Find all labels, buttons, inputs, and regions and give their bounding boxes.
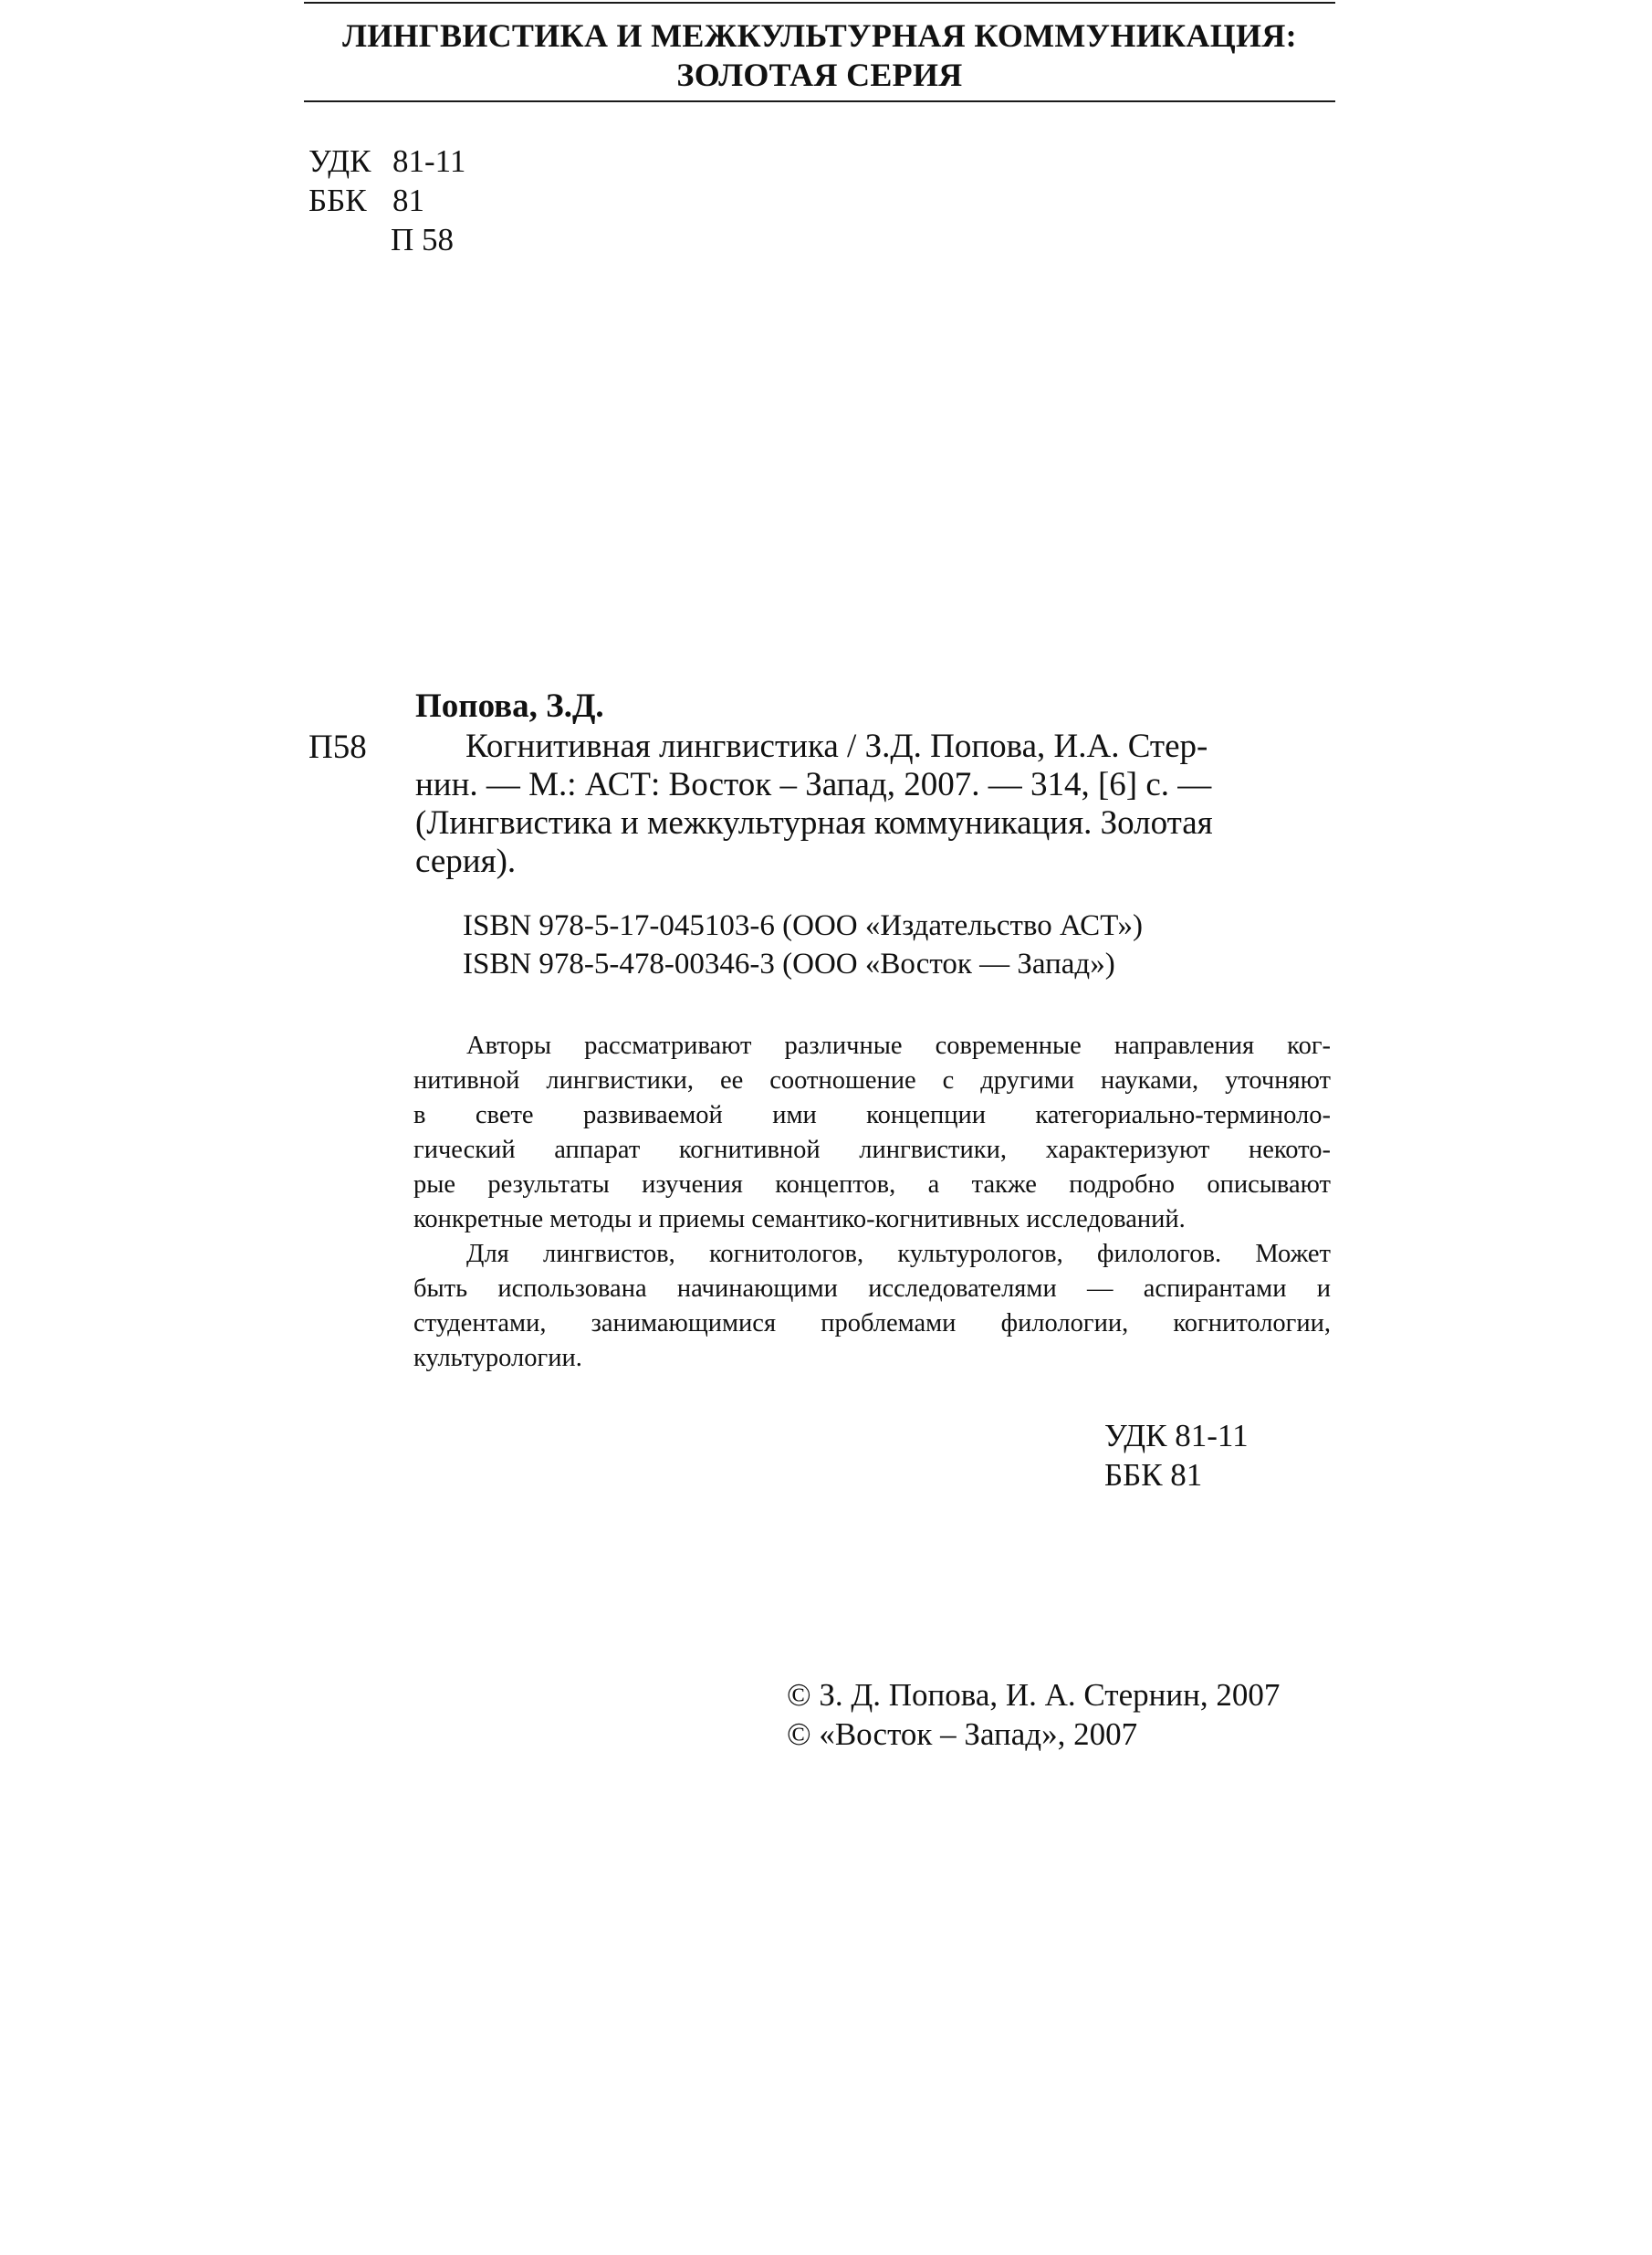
abstract-line: быть использована начинающими исследователями — аспирантами и [413,1274,1331,1303]
classification-bottom [1104,1416,1249,1495]
isbn-line: ISBN 978-5-17-045103-6 (ООО «Издательство АСТ») [463,909,1143,942]
record-author-sign: П58 [308,729,367,766]
abstract-line: Для лингвистов, когнитологов, культурологов, филологов. Может [466,1240,1331,1268]
bib-line: (Лингвистика и межкультурная коммуникация. Золотая [415,804,1213,842]
isbn-line: ISBN 978-5-478-00346-3 (ООО «Восток — Запад») [463,948,1115,981]
udk-bottom: УДК 81-11 [1104,1418,1249,1453]
series-title-line-2: ЗОЛОТАЯ СЕРИЯ [676,57,963,93]
abstract [413,1029,1331,1376]
abstract-line: культурологии. [413,1344,582,1372]
abstract-line: гический аппарат когнитивной лингвистики, характеризуют некото- [413,1136,1331,1164]
bib-line: серия). [415,843,517,880]
abstract-line: нитивной лингвистики, ее соотношение с другими науками, уточняют [413,1066,1331,1095]
header-top-rule [304,2,1335,4]
isbn-block [463,907,1143,983]
abstract-line: в свете развиваемой ими концепции категориально-терминоло- [413,1101,1331,1129]
bib-line: Когнитивная лингвистика / З.Д. Попова, И.А. Стер- [465,728,1208,765]
series-title [304,16,1335,95]
copyright-publisher: © «Восток – Запад», 2007 [787,1716,1138,1752]
abstract-line: рые результаты изучения концептов, а также подробно описывают [413,1170,1331,1199]
bbk-label: ББК [308,183,367,218]
abstract-line: конкретные методы и приемы семантико-когнитивных исследований. [413,1205,1186,1233]
bbk-value: 81 [392,183,424,218]
bbk-bottom: ББК 81 [1104,1457,1203,1493]
author-sign-top: П 58 [391,222,455,257]
series-title-line-1: ЛИНГВИСТИКА И МЕЖКУЛЬТУРНАЯ КОММУНИКАЦИЯ: [342,17,1297,54]
header-bottom-rule [304,100,1335,102]
udk-value: 81-11 [392,143,466,179]
copyright-authors: © З. Д. Попова, И. А. Стернин, 2007 [787,1677,1281,1713]
record-author: Попова, З.Д. [415,687,604,725]
udk-label: УДК [308,143,371,179]
abstract-line: студентами, занимающимися проблемами филологии, когнитологии, [413,1309,1331,1337]
bibliographic-description [415,728,1328,881]
copyright-block [787,1675,1280,1754]
bib-line: нин. — М.: АСТ: Восток – Запад, 2007. — 314, [6] с. — [415,766,1212,803]
abstract-line: Авторы рассматривают различные современные направления ког- [466,1032,1331,1060]
